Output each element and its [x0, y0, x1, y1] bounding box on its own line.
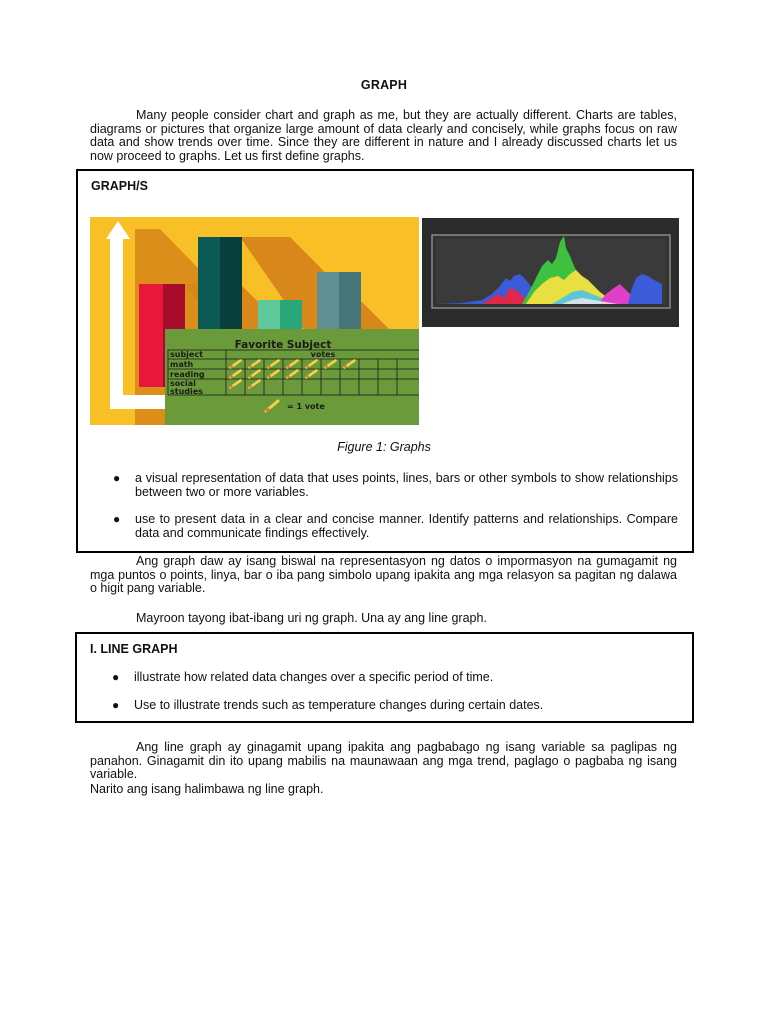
graphs-box-title: GRAPH/S — [91, 179, 148, 193]
bar-chart-illustration — [90, 217, 419, 425]
tally-row-reading: reading — [170, 370, 205, 379]
tagalog-paragraph-2: Mayroon tayong ibat-ibang uri ng graph. Una ay ang line graph. — [136, 611, 487, 625]
tagalog-paragraph-1: Ang graph daw ay isang biswal na representasyon ng datos o impormasyon na gumagamit ng mga puntos o points, linya, bar o iba pang simbolo upang ipakita ang mga relasyon sa pagitan ng dalawa o higit pang variable. — [90, 554, 677, 595]
tally-row-studies: studies — [170, 387, 203, 396]
list-item — [90, 699, 677, 713]
line-graph-box — [75, 632, 694, 723]
line-graph-bullet-list — [90, 671, 677, 712]
page-title: GRAPH — [360, 78, 408, 92]
bullet-icon: ● — [112, 697, 120, 712]
line-bullet-1: illustrate how related data changes over a specific period of time. — [134, 670, 494, 684]
graphs-bullet-list — [91, 472, 678, 540]
tally-col-subject: subject — [170, 350, 203, 359]
tally-row-math: math — [170, 360, 194, 369]
bar-red — [139, 284, 163, 387]
bullet-icon: ● — [113, 512, 121, 526]
graphs-bullet-2: use to present data in a clear and concise manner. Identify patterns and relationships. Compare data and communicate findings effectively. — [135, 512, 678, 540]
tagalog-paragraph-3: Ang line graph ay ginagamit upang ipakita ang pagbabago ng isang variable sa paglipas ng panahon. Ginagamit din ito upang mabilis na maunawaan ang mga trend, paglago o pagbaba ng isang variable. — [90, 740, 677, 781]
list-item — [91, 472, 678, 499]
intro-paragraph: Many people consider chart and graph as me, but they are actually different. Charts are tables, diagrams or pictures that organize large amount of data clearly and concisely, while graphs focus on raw data and show trends over time. Since they are different in nature and I already discussed charts let us now proceed to graphs. Let us first define graphs. — [90, 108, 677, 163]
line-graph-box-title: I. LINE GRAPH — [90, 642, 178, 656]
tally-table-title: Favorite Subject — [234, 339, 332, 351]
graphs-definition-box — [76, 169, 694, 553]
figure-caption: Figure 1: Graphs — [337, 440, 431, 454]
line-bullet-2: Use to illustrate trends such as temperature changes during certain dates. — [134, 697, 544, 712]
bullet-icon: ● — [112, 670, 120, 684]
graphs-bullet-1: a visual representation of data that uses points, lines, bars or other symbols to show relationships between two or more variables. — [135, 471, 678, 499]
tally-col-votes: votes — [310, 350, 336, 359]
list-item — [91, 513, 678, 540]
list-item — [90, 671, 677, 685]
bullet-icon: ● — [113, 471, 121, 485]
histogram-illustration — [422, 218, 679, 327]
tally-legend-text: = 1 vote — [287, 402, 325, 411]
tally-row-social: social — [170, 379, 196, 388]
tagalog-paragraph-4: Narito ang isang halimbawa ng line graph. — [90, 782, 324, 796]
